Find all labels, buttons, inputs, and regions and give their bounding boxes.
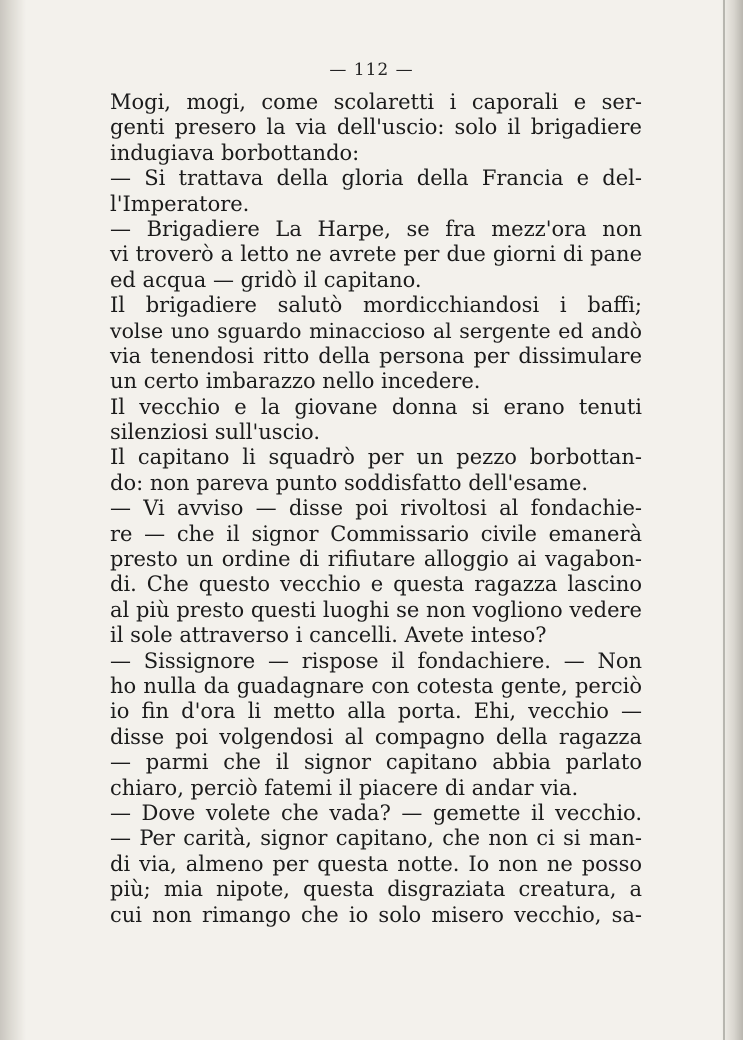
text-line: cui non rimango che io solo misero vecchio, sa- [110,902,642,927]
text-line: — Vi avviso — disse poi rivoltosi al fondachie- [110,496,642,521]
text-line: — Per carità, signor capitano, che non ci si man- [110,826,642,851]
text-line: io fin d'ora li metto alla porta. Ehi, vecchio — [110,699,642,724]
text-line: al più presto questi luoghi se non vogliono vedere [110,597,642,622]
text-line: volse uno sguardo minaccioso al sergente ed andò [110,318,642,343]
text-line: Mogi, mogi, come scolaretti i caporali e ser- [110,90,642,114]
body-text [110,90,642,928]
text-line: Il brigadiere salutò mordicchiandosi i baffi; [110,293,642,318]
text-line: Il capitano li squadrò per un pezzo borbottan- [110,445,642,470]
text-line: — Sissignore — rispose il fondachiere. — Non [110,648,642,673]
text-line: do: non pareva punto soddisfatto dell'esame. [110,470,589,495]
text-line: genti presero la via dell'uscio: solo il brigadiere [110,115,642,140]
text-line: presto un ordine di rifiutare alloggio ai vagabon- [110,547,642,572]
binding-gutter-shadow [0,0,26,1040]
text-line: silenziosi sull'uscio. [110,420,320,445]
text-line: re — che il signor Commissario civile emanerà [110,521,642,546]
text-line: — Si trattava della gloria della Francia e del- [110,166,642,191]
text-line: di. Che questo vecchio e questa ragazza lascino [110,572,642,597]
text-line: disse poi volgendosi al compagno della ragazza [110,724,642,749]
page-edge-line [723,0,725,1040]
text-line: chiaro, perciò fatemi il piacere di andar via. [110,775,579,800]
text-line: l'Imperatore. [110,191,250,216]
text-line: ho nulla da guadagnare con cotesta gente, perciò [110,673,642,698]
text-line: Il vecchio e la giovane donna si erano tenuti [110,394,642,419]
text-line: il sole attraverso i cancelli. Avete inteso? [110,623,547,648]
text-line: indugiava borbottando: [110,140,360,165]
text-line: di via, almeno per questa notte. Io non ne posso [110,851,642,876]
text-line: vi troverò a letto ne avrete per due giorni di pane [110,242,642,267]
text-line: via tenendosi ritto della persona per dissimulare [110,343,642,368]
text-line: ed acqua — gridò il capitano. [110,267,422,292]
text-line: — Dove volete che vada? — gemette il vecchio. [110,800,642,825]
text-line: un certo imbarazzo nello incedere. [110,369,481,394]
text-line: — parmi che il signor capitano abbia parlato [110,750,642,775]
text-line: — Brigadiere La Harpe, se fra mezz'ora non [110,216,642,241]
text-line: più; mia nipote, questa disgraziata creatura, a [110,877,642,902]
page-number: — 112 — [329,60,414,80]
